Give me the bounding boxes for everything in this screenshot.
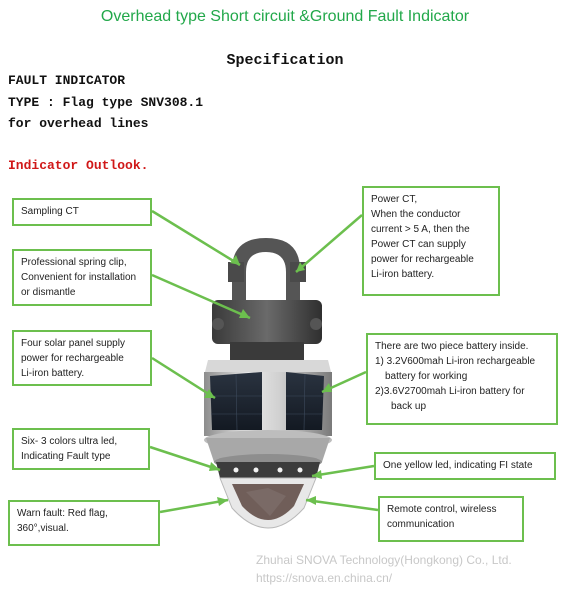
outlook-heading: Indicator Outlook. [8,158,149,173]
callout-warn-fault: Warn fault: Red flag, 360°,visual. [8,500,160,546]
callout-spring-clip: Professional spring clip, Convenient for installation or dismantle [12,249,152,306]
callout-sampling-ct: Sampling CT [12,198,152,226]
callout-yellow-led: One yellow led, indicating FI state [374,452,556,480]
watermark-url: https://snova.en.china.cn/ [256,571,393,585]
specification-heading: Specification [226,52,344,69]
callout-power-ct: Power CT, When the conductor current > 5 A, then the Power CT can supply power for rechargeable Li-iron battery. [362,186,500,296]
callout-leds: Six- 3 colors ultra led, Indicating Fault type [12,428,150,470]
watermark-company: Zhuhai SNOVA Technology(Hongkong) Co., Ltd. [256,553,512,567]
type-line: TYPE : Flag type SNV308.1 [8,95,204,110]
overhead-lines-line: for overhead lines [8,116,149,131]
page-title: Overhead type Short circuit &Ground Fault Indicator [100,8,470,25]
callout-battery: There are two piece battery inside. 1) 3.2V600mah Li-iron rechargeable battery for working 2)3.6V2700mah Li-iron battery for back up [366,333,558,425]
fault-indicator-line: FAULT INDICATOR [8,73,126,88]
led-ring [216,462,320,478]
callout-solar-panel: Four solar panel supply power for rechargeable Li-iron battery. [12,330,152,386]
clip-block [212,300,322,344]
callout-remote-control: Remote control, wireless communication [378,496,524,542]
